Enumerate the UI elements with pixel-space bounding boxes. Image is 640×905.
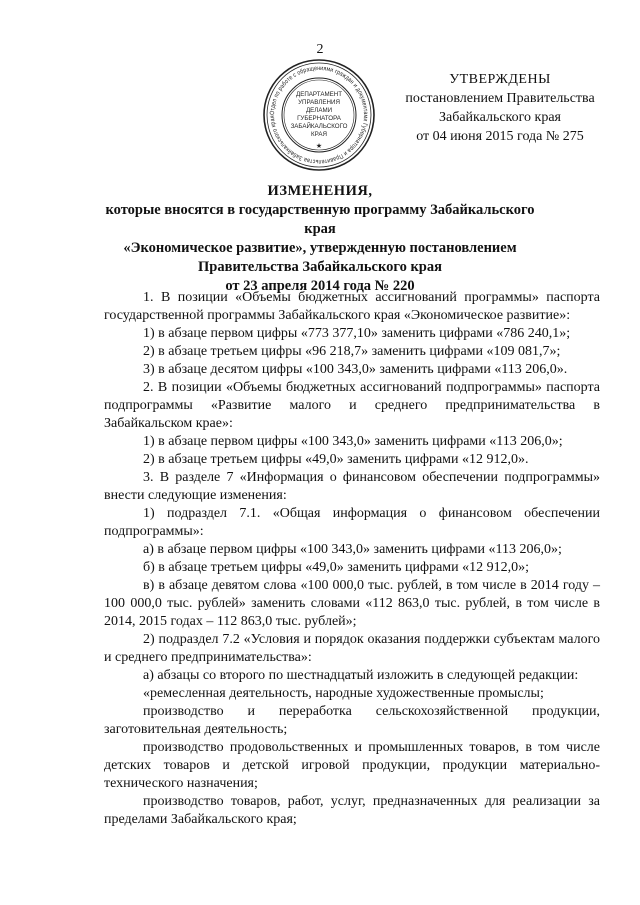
- approval-title: УТВЕРЖДЕНЫ: [449, 72, 551, 87]
- stamp-seal-graphic: [262, 58, 376, 172]
- approval-line: постановлением Правительства: [405, 91, 595, 106]
- paragraph: производство продовольственных и промышленных товаров, в том числе детских товаров и детской игровой продукции, продукции материально-технического назначения;: [104, 740, 600, 791]
- stamp-inner-line: ЗАБАЙКАЛЬСКОГО: [290, 123, 348, 130]
- paragraph: 3. В разделе 7 «Информация о финансовом обеспечении подпрограммы» внести следующие изменения:: [104, 470, 600, 503]
- paragraph: 1) в абзаце первом цифры «773 377,10» заменить цифрами «786 240,1»;: [143, 326, 571, 341]
- paragraph: б) в абзаце третьем цифры «49,0» заменить цифрами «12 912,0»;: [143, 560, 530, 575]
- stamp-outer-text: Отдел по работе с обращениями граждан и документами Губернатора и Правительства Забайкальского края: [268, 64, 370, 166]
- paragraph: 2. В позиции «Объемы бюджетных ассигнований подпрограммы» паспорта подпрограммы «Развитие малого и среднего предпринимательства в Забайкальском крае»:: [104, 380, 600, 431]
- official-stamp: [262, 58, 376, 172]
- stamp-inner-line: ГУБЕРНАТОРА: [297, 115, 341, 122]
- paragraph: а) в абзаце первом цифры «100 343,0» заменить цифрами «113 206,0»;: [143, 542, 562, 557]
- document-body: [104, 289, 600, 829]
- paragraph: в) в абзаце девятом слова «100 000,0 тыс. рублей, в том числе в 2014 году – 100 000,0 тыс. рублей» заменить словами «112 863,0 тыс. рублей, в том числе в 2014, 2015 годах – 112 863,0 тыс. рублей»;: [104, 578, 600, 629]
- document-heading: [104, 182, 536, 296]
- paragraph: «ремесленная деятельность, народные художественные промыслы;: [143, 686, 544, 701]
- stamp-inner-line: УПРАВЛЕНИЯ: [298, 99, 340, 106]
- paragraph: 1) подраздел 7.1. «Общая информация о финансовом обеспечении подпрограммы»:: [104, 506, 600, 539]
- heading-line: ИЗМЕНЕНИЯ,: [267, 183, 373, 199]
- paragraph: а) абзацы со второго по шестнадцатый изложить в следующей редакции:: [143, 668, 579, 683]
- stamp-inner-line: КРАЯ: [311, 131, 327, 138]
- star-icon: ★: [315, 142, 323, 150]
- paragraph: 3) в абзаце десятом цифры «100 343,0» заменить цифрами «113 206,0».: [143, 362, 568, 377]
- page-number: 2: [316, 42, 324, 57]
- heading-line: Правительства Забайкальского края: [198, 259, 442, 275]
- approval-line: Забайкальского края: [438, 110, 561, 125]
- paragraph: 2) в абзаце третьем цифры «49,0» заменить цифрами «12 912,0».: [143, 452, 529, 467]
- paragraph: 2) в абзаце третьем цифры «96 218,7» заменить цифрами «109 081,7»;: [143, 344, 561, 359]
- approval-block: [390, 70, 610, 146]
- paragraph: 2) подраздел 7.2 «Условия и порядок оказания поддержки субъектам малого и среднего предпринимательства»:: [104, 632, 600, 665]
- approval-line: от 04 июня 2015 года № 275: [416, 129, 584, 144]
- heading-line: которые вносятся в государственную программу Забайкальского края: [105, 202, 535, 237]
- stamp-inner-line: ДЕПАРТАМЕНТ: [296, 91, 342, 98]
- stamp-inner-line: ДЕЛАМИ: [305, 107, 333, 114]
- paragraph: 1) в абзаце первом цифры «100 343,0» заменить цифрами «113 206,0»;: [143, 434, 563, 449]
- paragraph: 1. В позиции «Объемы бюджетных ассигнований программы» паспорта государственной программы Забайкальского края «Экономическое развитие»:: [104, 290, 600, 323]
- paragraph: производство товаров, работ, услуг, предназначенных для реализации за пределами Забайкальского края;: [104, 794, 600, 827]
- heading-line: «Экономическое развитие», утвержденную постановлением: [123, 240, 517, 256]
- paragraph: производство и переработка сельскохозяйственной продукции, заготовительная деятельность;: [104, 704, 600, 737]
- heading-line: от 23 апреля 2014 года № 220: [225, 278, 415, 294]
